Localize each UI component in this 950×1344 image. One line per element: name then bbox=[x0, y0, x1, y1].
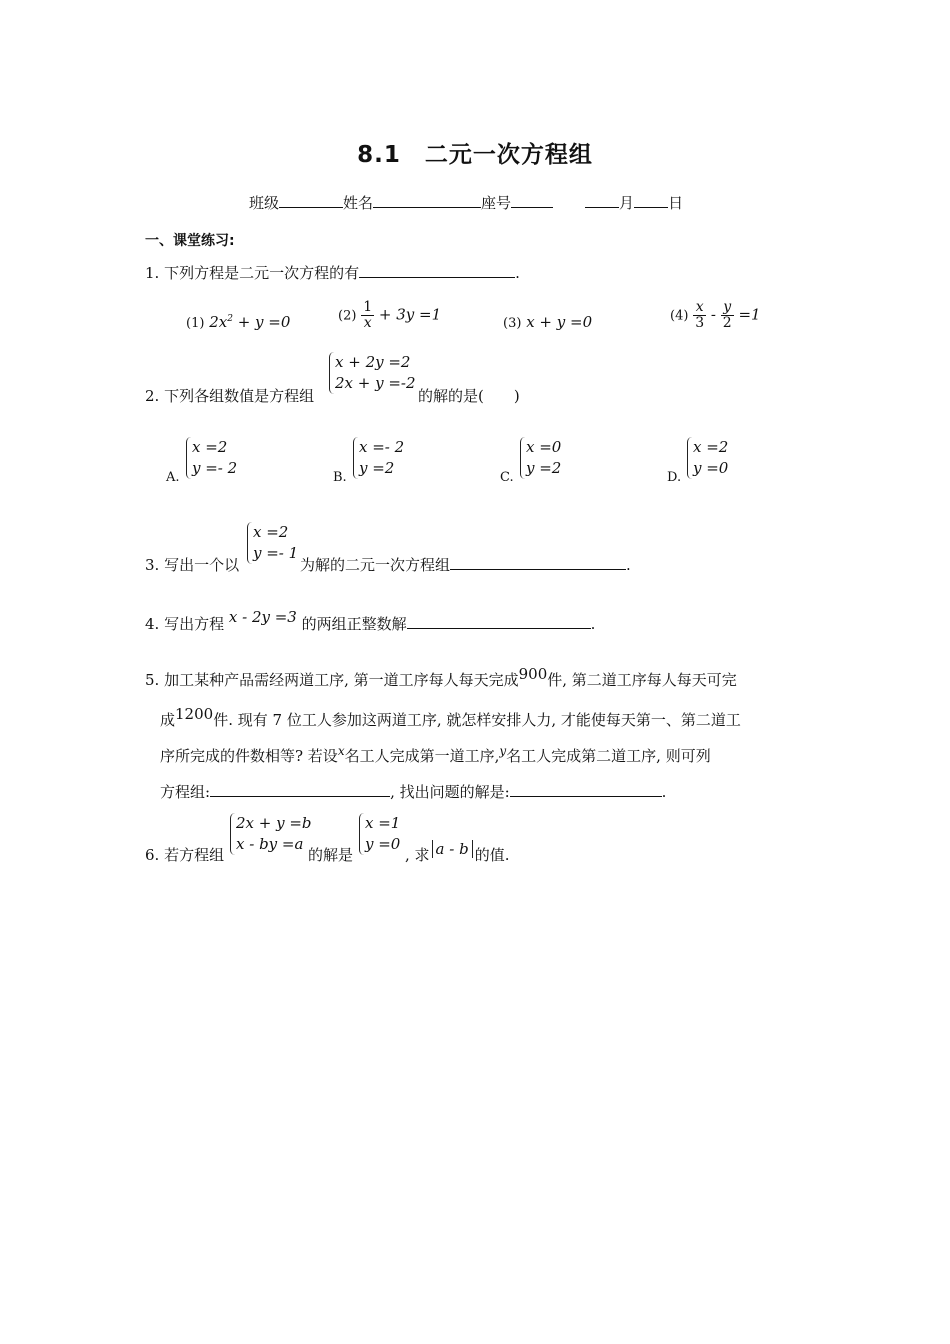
period: . bbox=[515, 264, 520, 282]
equation-line: 2x + y =-2 bbox=[335, 374, 416, 392]
choice-d-system[interactable] bbox=[687, 437, 728, 479]
question-text: 4. 写出方程 bbox=[145, 615, 225, 633]
period: . bbox=[626, 556, 631, 574]
class-blank[interactable] bbox=[279, 193, 343, 208]
option-expression: x + y =0 bbox=[526, 313, 593, 331]
seat-label: 座号 bbox=[481, 194, 512, 212]
equation: x - 2y =3 bbox=[228, 608, 297, 626]
question-text: 方程组: bbox=[160, 783, 211, 801]
question-text: 件. 现有 7 位工人参加这两道工序, 就怎样安排人力, 才能使每天第一、第二道工 bbox=[213, 711, 741, 729]
equation-line: 2x + y =b bbox=[236, 814, 312, 832]
question-3-text-after bbox=[300, 554, 631, 575]
seat-blank[interactable] bbox=[511, 193, 553, 208]
equation-line: x =2 bbox=[693, 438, 729, 456]
question-6-text-after bbox=[405, 840, 510, 865]
equation-line: x =- 2 bbox=[359, 438, 405, 456]
equation-line: y =2 bbox=[526, 459, 562, 477]
minus-sign: - bbox=[710, 305, 716, 324]
question-text: 的两组正整数解 bbox=[301, 615, 407, 633]
q1-option-3 bbox=[503, 313, 592, 331]
name-label: 姓名 bbox=[343, 194, 374, 212]
equation-line: x + 2y =2 bbox=[335, 353, 411, 371]
option-label: (2) bbox=[338, 308, 357, 324]
option-label: (1) bbox=[186, 316, 205, 331]
question-text: 名工人完成第一道工序, bbox=[344, 747, 500, 765]
fraction: $\frac{x}{3}$ bbox=[695, 299, 705, 331]
solution-system bbox=[359, 813, 400, 855]
month-label: 月 bbox=[619, 194, 635, 212]
question-5-line-1 bbox=[145, 665, 737, 690]
equation-line: x =1 bbox=[365, 814, 401, 832]
question-6-text-mid: 的解是 bbox=[308, 846, 354, 864]
equation-line: y =0 bbox=[693, 459, 729, 477]
choice-b-system[interactable] bbox=[353, 437, 404, 479]
fraction: $\frac{y}{2}$ bbox=[722, 299, 732, 331]
equation-system bbox=[230, 813, 312, 855]
option-label: (4) bbox=[670, 308, 689, 324]
question-3-text-before: 3. 写出一个以 bbox=[145, 556, 240, 574]
question-text: 为解的二元一次方程组 bbox=[300, 556, 451, 574]
question-text: 的值. bbox=[474, 846, 510, 864]
q1-option-4 bbox=[670, 300, 761, 331]
question-4 bbox=[145, 608, 596, 634]
day-label: 日 bbox=[668, 194, 684, 212]
choice-c-system[interactable] bbox=[520, 437, 561, 479]
page-title: 8.1 二元一次方程组 bbox=[357, 142, 593, 168]
name-blank[interactable] bbox=[373, 193, 481, 208]
equation-line: x - by =a bbox=[236, 835, 304, 853]
question-5-line-4 bbox=[160, 781, 666, 802]
question-text: , 求 bbox=[405, 846, 430, 864]
variable: y bbox=[499, 744, 507, 758]
equation-line: y =- 2 bbox=[192, 459, 238, 477]
equation-line: y =0 bbox=[365, 835, 401, 853]
equation-line: y =2 bbox=[359, 459, 395, 477]
equation-system bbox=[329, 352, 416, 394]
variable: x bbox=[337, 744, 345, 758]
question-6-text-before: 6. 若方程组 bbox=[145, 846, 225, 864]
choice-label-a: A. bbox=[166, 470, 180, 485]
question-text: 5. 加工某种产品需经两道工序, 第一道工序每人每天完成 bbox=[145, 671, 519, 689]
answer-blank[interactable] bbox=[407, 614, 591, 629]
q1-option-1 bbox=[186, 313, 290, 331]
question-1-text: 1. 下列方程是二元一次方程的有 bbox=[145, 264, 360, 282]
number: 1200 bbox=[175, 705, 214, 723]
question-5-line-2 bbox=[160, 705, 741, 730]
month-blank[interactable] bbox=[585, 193, 619, 208]
choice-label-b: B. bbox=[333, 470, 347, 485]
option-expression: =1 bbox=[738, 305, 761, 324]
question-text: 成 bbox=[160, 711, 176, 729]
equation-line: x =2 bbox=[192, 438, 228, 456]
question-text: 件, 第二道工序每人每天可完 bbox=[547, 671, 737, 689]
absolute-value-expression: a - b bbox=[432, 840, 473, 858]
equation-system bbox=[247, 522, 298, 564]
answer-blank[interactable] bbox=[359, 263, 515, 278]
day-blank[interactable] bbox=[634, 193, 668, 208]
fraction: $\frac{1}{x}$ bbox=[363, 299, 373, 331]
equation-line: x =2 bbox=[253, 523, 289, 541]
question-text: 名工人完成第二道工序, 则可列 bbox=[506, 747, 711, 765]
q1-option-2 bbox=[338, 300, 441, 331]
option-expression: $2x^2 + y =0$ bbox=[209, 313, 291, 331]
question-text: 序所完成的件数相等? 若设 bbox=[160, 747, 338, 765]
answer-blank[interactable] bbox=[450, 555, 626, 570]
question-2-text-before: 2. 下列各组数值是方程组 bbox=[145, 387, 315, 405]
option-expression: + 3y =1 bbox=[378, 305, 442, 324]
option-label: (3) bbox=[503, 316, 522, 331]
equation-line: y =- 1 bbox=[253, 544, 299, 562]
choice-label-c: C. bbox=[500, 470, 514, 485]
question-text: , 找出问题的解是: bbox=[390, 783, 510, 801]
question-1 bbox=[145, 262, 520, 283]
choice-a-system[interactable] bbox=[186, 437, 237, 479]
equation-line: x =0 bbox=[526, 438, 562, 456]
choice-label-d: D. bbox=[667, 470, 682, 485]
period: . bbox=[661, 783, 667, 801]
answer-blank-solution[interactable] bbox=[510, 782, 662, 797]
period: . bbox=[590, 615, 596, 633]
question-2-text-after: 的解的是( ) bbox=[418, 387, 520, 405]
question-5-line-3 bbox=[160, 745, 711, 766]
answer-blank-system[interactable] bbox=[210, 782, 390, 797]
class-label: 班级 bbox=[249, 194, 280, 212]
section-heading: 一、课堂练习: bbox=[145, 233, 235, 249]
student-info-line bbox=[249, 192, 683, 213]
number: 900 bbox=[518, 665, 548, 683]
